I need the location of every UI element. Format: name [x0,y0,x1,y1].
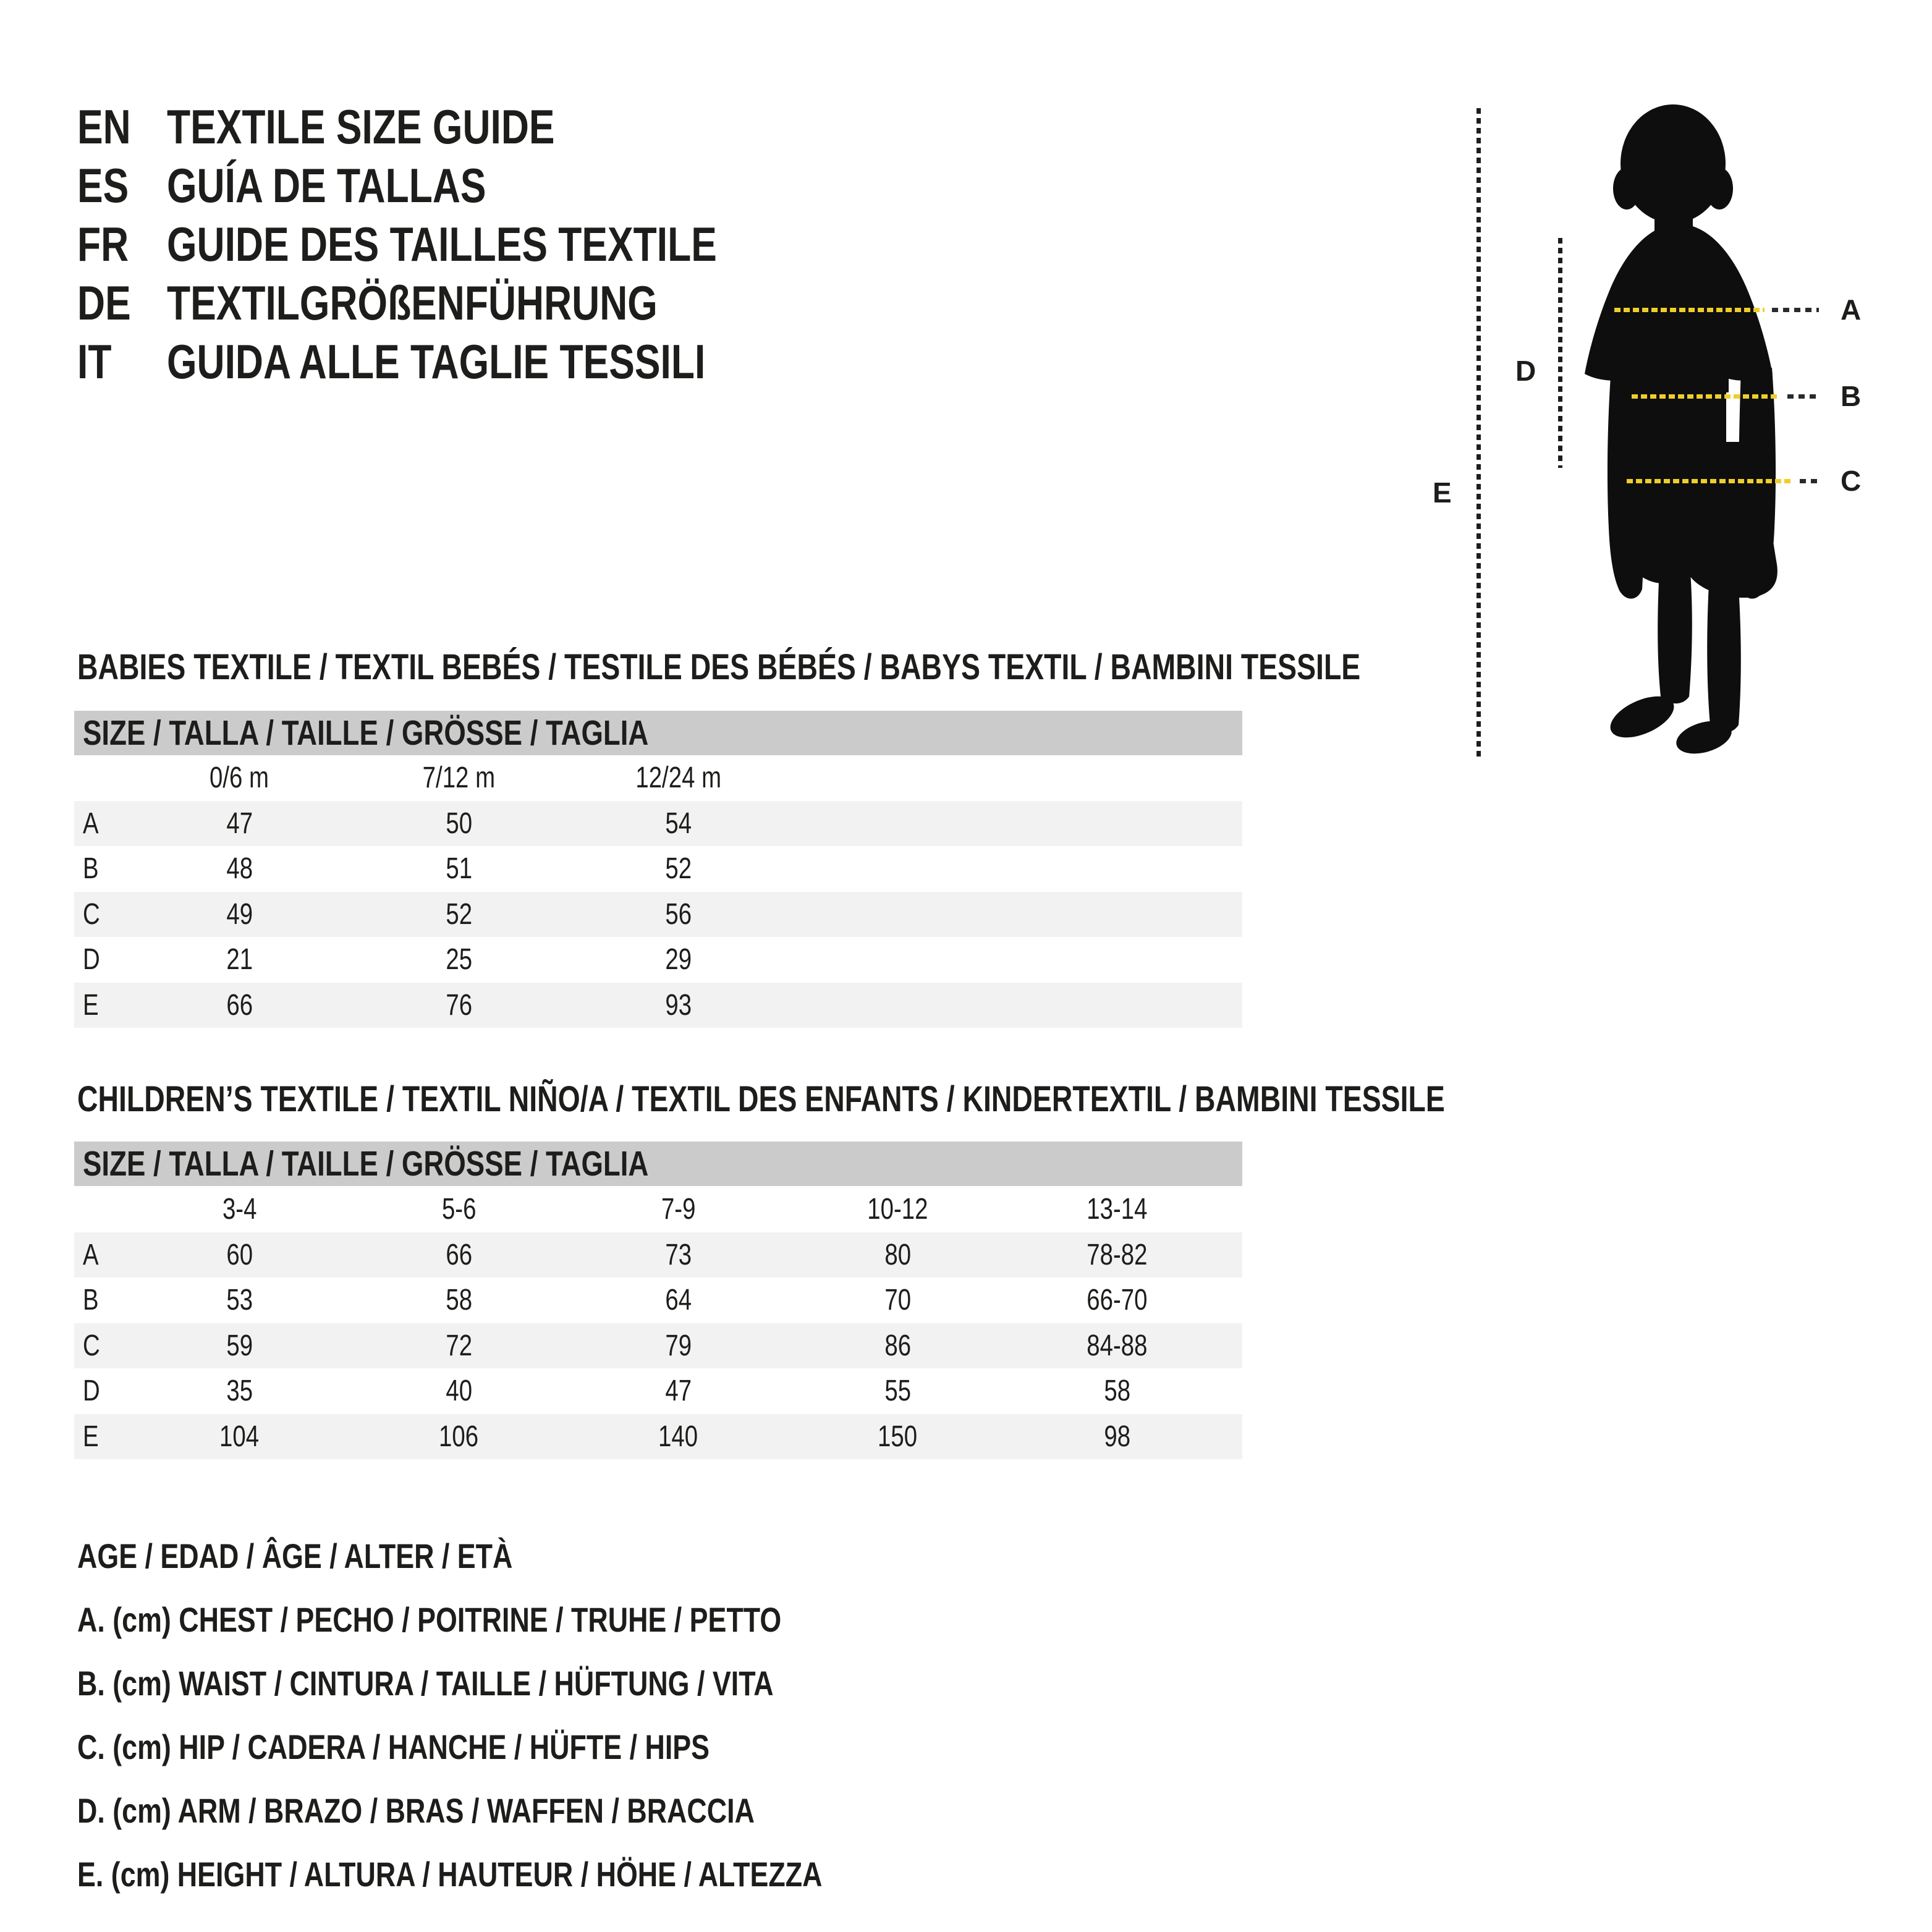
chest-dash-A-ext [1772,308,1819,312]
babies-section-heading: BABIES TEXTILE / TEXTIL BEBÉS / TESTILE DES BÉBÉS / BABYS TEXTIL / BAMBINI TESSILE [77,647,1361,687]
column-header: 7-9 [661,1193,696,1226]
table-cell: 72 [446,1329,472,1362]
figure-label-E: E [1433,477,1452,509]
row-label: C [83,1329,100,1362]
language-code: IT [77,334,112,389]
table-cell: 53 [226,1284,253,1317]
column-header: 0/6 m [210,761,269,795]
table-cell: 58 [446,1284,472,1317]
table-cell: 21 [226,943,253,977]
table-row [74,1414,1242,1460]
table-cell: 79 [665,1329,692,1362]
column-header: 10-12 [867,1193,928,1226]
legend-line: A. (cm) CHEST / PECHO / POITRINE / TRUHE / PETTO [77,1600,782,1639]
figure-label-B: B [1841,380,1862,412]
language-title: GUIDE DES TAILLES TEXTILE [167,217,717,271]
language-title: GUÍA DE TALLAS [167,158,486,213]
figure-label-A: A [1841,294,1862,326]
table-cell: 73 [665,1238,692,1271]
table-cell: 47 [665,1375,692,1408]
language-row [77,98,854,156]
table-cell: 86 [884,1329,911,1362]
measurement-legend [77,1524,1009,1906]
table-row [74,983,1242,1028]
language-title: TEXTILE SIZE GUIDE [167,100,555,154]
column-header: 7/12 m [422,761,496,795]
language-row [77,215,854,274]
table-row [74,892,1242,938]
table-cell: 59 [226,1329,253,1362]
table-row [74,1277,1242,1323]
table-cell: 140 [658,1420,698,1453]
language-row [77,156,854,215]
legend-line: E. (cm) HEIGHT / ALTURA / HAUTEUR / HÖHE / ALTEZZA [77,1855,823,1894]
table-cell: 66-70 [1087,1284,1148,1317]
column-header-row [74,1187,1242,1232]
column-header: 3-4 [222,1193,257,1226]
table-cell: 48 [226,852,253,886]
babies-size-header-bar: SIZE / TALLA / TAILLE / GRÖSSE / TAGLIA [74,711,1242,755]
table-cell: 150 [878,1420,918,1453]
table-cell: 58 [1104,1375,1130,1408]
table-cell: 80 [884,1238,911,1271]
table-cell: 35 [226,1375,253,1408]
legend-line: AGE / EDAD / ÂGE / ALTER / ETÀ [77,1536,513,1575]
figure-label-D: D [1515,355,1536,387]
table-cell: 56 [665,897,692,931]
language-code: DE [77,276,131,330]
row-label: A [83,807,99,840]
language-row [77,333,854,391]
table-cell: 51 [446,852,472,886]
table-cell: 49 [226,897,253,931]
column-header: 12/24 m [635,761,721,795]
column-header: 5-6 [441,1193,477,1226]
language-code: ES [77,158,129,213]
table-cell: 55 [884,1375,911,1408]
language-title: TEXTILGRÖßENFÜHRUNG [167,276,658,330]
table-cell: 60 [226,1238,253,1271]
table-cell: 70 [884,1284,911,1317]
legend-line: D. (cm) ARM / BRAZO / BRAS / WAFFEN / BRACCIA [77,1791,755,1830]
column-header: 13-14 [1087,1193,1148,1226]
row-label: D [83,943,100,977]
arm-line-D [1558,238,1562,468]
table-row [74,1368,1242,1414]
table-cell: 66 [446,1238,472,1271]
legend-line: C. (cm) HIP / CADERA / HANCHE / HÜFTE / HIPS [77,1727,710,1766]
table-cell: 106 [439,1420,479,1453]
legend-line: B. (cm) WAIST / CINTURA / TAILLE / HÜFTUNG / VITA [77,1664,774,1703]
row-label: E [83,1420,99,1453]
hip-dash-C [1627,479,1792,483]
row-label: B [83,1284,99,1317]
row-label: D [83,1375,100,1408]
table-row [74,937,1242,983]
row-label: E [83,988,99,1022]
row-label: B [83,852,99,886]
table-cell: 50 [446,807,472,840]
language-title-list [77,98,854,391]
table-cell: 78-82 [1087,1238,1148,1271]
table-cell: 76 [446,988,472,1022]
table-row [74,801,1242,847]
table-cell: 84-88 [1087,1329,1148,1362]
table-cell: 64 [665,1284,692,1317]
children-size-table [74,1187,1242,1459]
waist-dash-B-ext [1787,394,1819,399]
table-cell: 52 [665,852,692,886]
table-cell: 93 [665,988,692,1022]
table-cell: 25 [446,943,472,977]
table-row [74,1323,1242,1369]
children-size-header-bar: SIZE / TALLA / TAILLE / GRÖSSE / TAGLIA [74,1142,1242,1186]
table-cell: 98 [1104,1420,1130,1453]
figure-label-C: C [1841,465,1862,497]
table-cell: 47 [226,807,253,840]
language-title: GUIDA ALLE TAGLIE TESSILI [167,334,706,389]
language-code: FR [77,217,129,271]
table-cell: 52 [446,897,472,931]
table-cell: 29 [665,943,692,977]
hip-dash-C-ext [1800,479,1819,483]
language-row [77,274,854,333]
table-cell: 40 [446,1375,472,1408]
language-code: EN [77,100,131,154]
waist-dash-B [1632,394,1780,399]
column-header-row [74,755,1242,801]
row-label: A [83,1238,99,1271]
chest-dash-A [1614,308,1765,312]
table-cell: 66 [226,988,253,1022]
table-cell: 104 [219,1420,260,1453]
table-cell: 54 [665,807,692,840]
babies-size-table [74,755,1242,1028]
table-row [74,1232,1242,1278]
children-section-heading: CHILDREN’S TEXTILE / TEXTIL NIÑO/A / TEXTIL DES ENFANTS / KINDERTEXTIL / BAMBINI TESSILE [77,1079,1445,1119]
table-row [74,846,1242,892]
row-label: C [83,897,100,931]
